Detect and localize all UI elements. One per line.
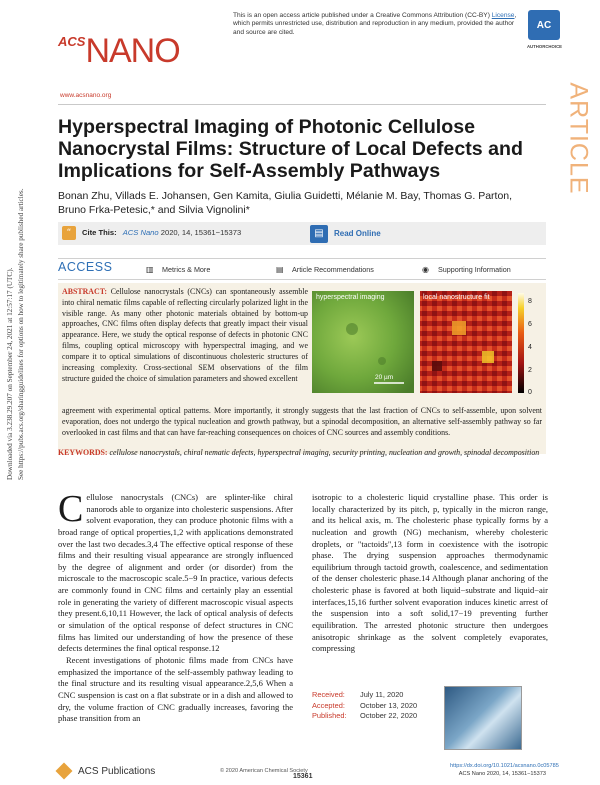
download-note-line1: Downloaded via 3.238.29.207 on September 24, 2021 at 12:57:17 (UTC). — [6, 267, 14, 480]
oa-text-pre: This is an open access article published under a Creative Commons Attribution (CC-BY) — [233, 12, 490, 19]
bar-chart-icon: ▥ — [146, 264, 154, 274]
citation-bar — [58, 222, 546, 245]
author-list — [58, 189, 538, 217]
toc-graphic-svg — [312, 291, 538, 399]
journal-cover-thumbnail[interactable] — [444, 686, 522, 750]
keywords-list: cellulose nanocrystals, chiral nematic defects, hyperspectral imaging, security printing, nucleation and growth, spinodal decomposition — [109, 448, 540, 457]
drop-cap: C — [58, 488, 84, 530]
accepted-label: Accepted: — [312, 700, 345, 710]
article-title: Hyperspectral Imaging of Photonic Cellulose Nanocrystal Films: Structure of Local Defects and Implications for Self-Assembly Pathways — [58, 116, 523, 182]
body-column-right — [312, 492, 548, 655]
keywords-heading: KEYWORDS: — [58, 448, 108, 457]
recommendations-label: Article Recommendations — [292, 265, 374, 274]
quote-icon: “ — [62, 226, 76, 240]
section-tab — [560, 58, 596, 218]
read-online-button[interactable] — [310, 224, 381, 243]
accepted-date: October 13, 2020 — [360, 700, 418, 710]
license-link[interactable]: License — [491, 12, 515, 19]
journal-logo-nano: NANO — [85, 32, 180, 70]
metrics-label: Metrics & More — [162, 265, 211, 274]
oa-text-post: , which permits unrestricted use, distribution and reproduction in any medium, provided the author and source are cited. — [233, 12, 517, 36]
cite-journal-link[interactable]: ACS Nano — [122, 228, 159, 237]
read-online-label: Read Online — [334, 229, 381, 238]
abstract-heading: ABSTRACT: — [62, 287, 108, 296]
paragraph-1-text: ellulose nanocrystals (CNCs) are splinter-like chiral nanorods able to organize into cholesteric suspensions. After solvent evaporation, they can produce photonic films with a broad range of optical properties,1,2 with applications demonstrated over the last two decades.3,4 The effective optical response of these films and their resulting visual appearance are strongly influenced by the degree of alignment and order (or disorder) from the microscale to the macroscopic scale.5−9 In practice, various defects are commonly found in CNC films and certainly play an essential role in generating the variety of different macroscopic visual aspects they present.6,10,11 However, the lack of optical analysis of defects or simulation of the optical response of defect structures in CNC films has limited our understanding of how the presence of these defects determines the final optical response.12 — [58, 492, 293, 654]
download-note-line2: See https://pubs.acs.org/sharingguidelines for options on how to legitimately share published articles. — [17, 188, 25, 480]
keywords — [58, 448, 546, 458]
paragraph-2: Recent investigations of photonic films made from CNCs have emphasized the importance of the self-assembly pathway leading to the final structure and its resulting visual appearance.2,5,6 When a CNC suspension is cast on a flat substrate or in a dish and allowed to dry, the volume fraction of CNC gradually increases, favoring the phase transition from an — [58, 654, 293, 724]
authors-line2: Bruno Frka-Petesic,* and Silvia Vignolini* — [58, 204, 250, 217]
open-access-notice — [233, 12, 523, 37]
author-choice-caption: AUTHORCHOICE — [526, 44, 563, 49]
metrics-link[interactable] — [146, 265, 210, 274]
journal-site-link[interactable]: www.acsnano.org — [60, 92, 112, 99]
section-tab-label: ARTICLE — [564, 81, 593, 195]
supporting-label: Supporting Information — [438, 265, 511, 274]
document-icon: ▤ — [276, 264, 284, 274]
citation-text — [82, 228, 241, 237]
colorbar — [518, 293, 524, 393]
author-choice-logo: AC — [528, 10, 560, 40]
cite-ref: 2020, 14, 15361−15373 — [160, 228, 242, 237]
support-icon: ◉ — [422, 264, 429, 274]
colorbar-tick: 2 — [528, 367, 532, 374]
journal-ref: ACS Nano 2020, 14, 15361−15373 — [458, 770, 546, 777]
doi-block — [450, 763, 559, 778]
supporting-info-link[interactable] — [422, 265, 511, 274]
download-note — [4, 188, 34, 480]
colorbar-tick: 4 — [528, 344, 532, 351]
panel-right-label: local nanostructure fit — [423, 294, 490, 301]
header-divider — [58, 104, 546, 105]
published-label: Published: — [312, 711, 347, 721]
paragraph-1 — [58, 488, 293, 655]
hyperspectral-panel — [312, 291, 414, 393]
paragraph-3: isotropic to a cholesteric liquid crystalline phase. This order is locally characterized by its pitch, p, typically in the micron range, and its helical axis, m. The cholesteric phase typically forms by a nucleation and growth (NG) mechanism, whereby cholesteric droplets, or "tactoids",13 form in coexistence with the isotropic phase. The drying suspension approaches thermodynamic equilibrium through tactoid growth, coalescence, and sedimentation of the denser cholesteric phase.14 Although planar anchoring of the cholesteric phase is favored at both liquid−substrate and liquid−air interfaces,15,16 further solvent evaporation induces kinetic arrest of the suspension into a soft solid,17−19 preventing further equilibration. The arrested photonic structure then undergoes anisotropic shrinkage as the solvent completely evaporates, compressing — [312, 492, 548, 654]
scale-bar-label: 20 µm — [375, 374, 394, 381]
doi-link[interactable]: https://dx.doi.org/10.1021/acsnano.0c05785 — [450, 763, 559, 769]
access-bar — [58, 258, 546, 280]
abstract-body-1: Cellulose nanocrystals (CNCs) can spontaneously assemble into chiral nematic films capable of reflecting circularly polarized light in the visible range. As many other photonic materials obtained by bottom-up approaches, CNC films often display defects that greatly impact their visual appearance. Here, we study the optical response of defects in photonic CNC films, coupling optical microscopy with hyperspectral imaging, and we compare it to optical simulations of discontinuous cholesteric structures of increasing complexity. Cross-sectional SEM observations of the film structure guided the choice of simulation parameters and showed excellent — [62, 287, 308, 383]
received-date: July 11, 2020 — [360, 690, 404, 699]
recommendations-link[interactable] — [276, 265, 374, 274]
colorbar-tick: 8 — [528, 298, 532, 305]
nanostructure-panel — [420, 291, 512, 393]
cite-label: Cite This: — [82, 228, 117, 237]
colorbar-tick: 6 — [528, 321, 532, 328]
publisher-name: ACS Publications — [78, 765, 156, 777]
page-number: 15361 — [293, 773, 313, 780]
panel-left-label: hyperspectral imaging — [316, 294, 385, 301]
colorbar-tick: 0 — [528, 389, 532, 396]
published-date: October 22, 2020 — [360, 711, 418, 721]
acs-hex-icon — [56, 763, 73, 780]
journal-logo-acs: ACS — [58, 34, 86, 49]
body-column-left — [58, 488, 293, 725]
access-label: ACCESS — [58, 260, 113, 274]
toc-graphic — [312, 291, 538, 399]
copyright: © 2020 American Chemical Society — [220, 768, 308, 774]
abstract-box — [58, 283, 546, 454]
book-icon: ▤ — [310, 225, 328, 243]
acs-publications-logo — [58, 765, 155, 777]
journal-logo — [58, 34, 180, 68]
abstract-text — [62, 287, 308, 384]
abstract-body-2: agreement with experimental optical patterns. More importantly, it strongly suggests that the last fraction of CNCs to self-assemble, upon solvent evaporation, does not undergo the typical nucleation and growth pathway, but a spinodal decomposition, an alternative self-assembly pathway so far overlooked in cast films and that can have far-reaching consequences on choices of CNC sources and assembly conditions. — [62, 406, 542, 437]
received-label: Received: — [312, 690, 345, 699]
authors-line1: Bonan Zhu, Villads E. Johansen, Gen Kamita, Giulia Guidetti, Mélanie M. Bay, Thomas G. Parton, — [58, 190, 513, 202]
